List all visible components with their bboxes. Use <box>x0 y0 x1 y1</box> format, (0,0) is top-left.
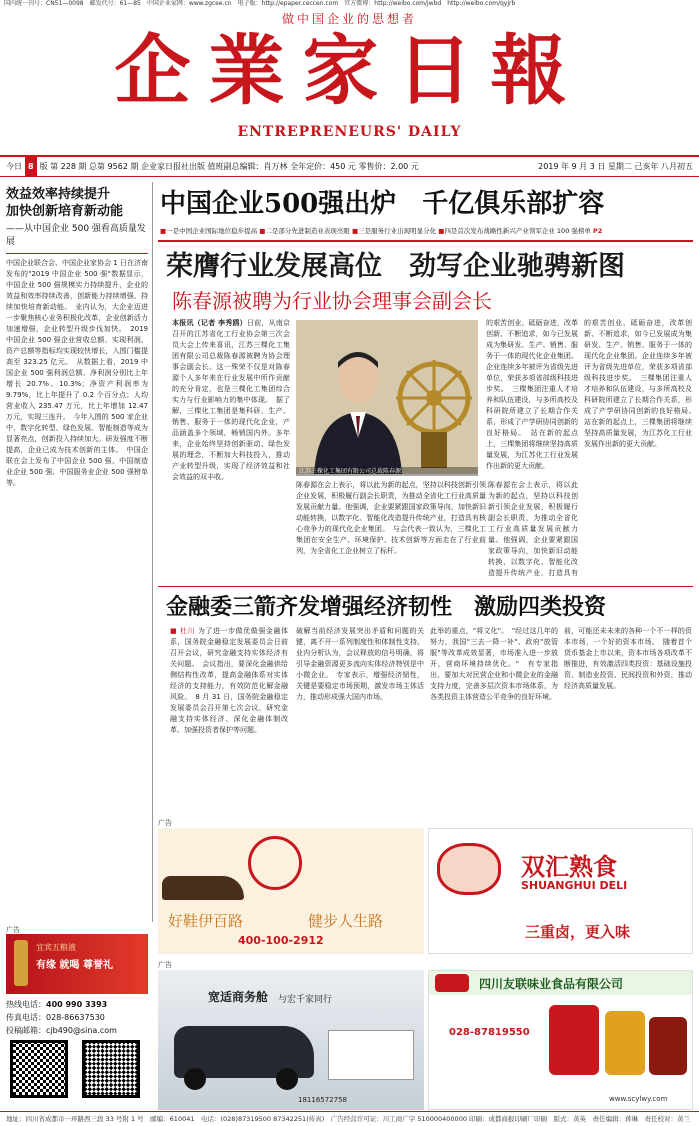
shoe-slogan: 健步人生路 <box>308 912 384 930</box>
left-article <box>6 186 148 928</box>
product-jar-icon <box>549 1005 599 1075</box>
masthead-title: 企業家日報 <box>114 26 585 115</box>
story1-title: 荣膺行业发展高位 劲写企业驰骋新图 <box>166 251 625 282</box>
hotline-number: 400 990 3393 <box>46 1000 108 1009</box>
wuliangye-ad[interactable] <box>6 934 148 994</box>
shuanghui-ad[interactable] <box>428 828 693 954</box>
email-address: cjb490@sina.com <box>46 1026 117 1035</box>
masthead-english-name: ENTREPRENEURS' DAILY <box>237 124 462 140</box>
story2-col1 <box>170 626 288 814</box>
story1-body: 日前，从南京召开的江苏省化工行业协会第三次会员大会上传来喜讯，江苏三棵化工集团有限公司总裁陈春源被聘为协会理事会副会长。这一殊荣不仅是对陈春源个人多年来在行业发展中所作贡献的充分肯定，也是三棵化工集团综合实力与行业影响力的集中体现。 据了解，三棵化工集团是集科研、生产、销售、服务于一体的现代化企业，产品涵盖多个领域，畅销国内外。多年来，企业始终坚持创新驱动、绿色发展的理念，不断加大科技投入，推动产业转型升级，实现了经济效益和社会效益的双丰收。 <box>172 319 290 481</box>
ad-label: 广告 <box>158 961 172 969</box>
email-label: 投稿邮箱： <box>6 1026 46 1035</box>
story1-col2b: 陈春源在会上表示，将以此为新的起点，坚持以科技创新引领企业发展，积极履行副会长职责，为推动全省化工行业高质量发展贡献力量。他强调，企业要紧跟国家政策导向，加快新旧动能转换，以数字化、智能化改造提升传统产业，打造具有 <box>488 481 578 577</box>
bullet-icon: ■ <box>259 227 266 235</box>
page-count-badge: 8 <box>25 157 37 176</box>
shoe-ad[interactable] <box>158 828 424 954</box>
contact-block <box>6 998 148 1037</box>
youlian-phone: 028-87819550 <box>449 1027 530 1038</box>
left-article-title-1: 效益效率持续提升 <box>6 187 111 202</box>
qr-code-icon <box>10 1040 68 1098</box>
bullet-item: 二是部分先进制造业表现亮眼 <box>265 227 350 235</box>
bullet-icon: ■ <box>438 227 445 235</box>
youlian-ad[interactable] <box>428 970 693 1110</box>
shuanghui-slogan: 三重卤，更入味 <box>525 923 631 941</box>
car-slogan-2: 与宏千家同行 <box>278 995 333 1005</box>
shuanghui-name: 双汇熟食 <box>521 853 617 881</box>
bullet-item: 四是首次发布战略性新兴产业领军企业 100 强榜单 <box>444 227 591 235</box>
story1-col3b: 的艰苦创业、砥砺奋进，改革创新、不断追求，如今已发展成为集研发、生产、销售、服务于一体的现代化企业集团。企业连续多年被评为省级先进单位，荣获多项省部级科技进步奖。 三棵集团注重人才培养和队伍建设，与多所高校及科研院所建立了长期合作关系，形成了产学研协同创新的良好格局。 站在新的起点上，三棵集团将继续坚持高质量发展，为江苏化工行业发展作出新的更大贡献。 <box>486 319 578 470</box>
story1-subtitle: 陈春源被聘为行业协会理事会副会长 <box>172 289 492 313</box>
building-icon <box>328 1030 414 1080</box>
ad-label: 广告 <box>158 819 172 827</box>
car-ad[interactable] <box>158 970 424 1110</box>
shoe-icon <box>162 876 244 900</box>
shuanghui-english: SHUANGHUI DELI <box>521 879 628 892</box>
column-divider <box>152 182 153 922</box>
story2-title: 金融委三箭齐发增强经济韧性 激励四类投资 <box>166 594 607 620</box>
issue-info-bar <box>0 155 699 177</box>
left-article-title-2: 加快创新培育新动能 <box>6 204 124 219</box>
page-ref: P2 <box>592 227 603 235</box>
bottle-icon <box>14 940 28 986</box>
bullet-item: 三是服务行业出现明显分化 <box>358 227 437 235</box>
bullet-item: 一是中国企业国际地位稳步提高 <box>166 227 258 235</box>
shoe-logo-icon <box>248 836 302 890</box>
story1-byline: 本报讯（记者 李秀鸥） <box>172 319 247 327</box>
shoe-brand: 好鞋伊百路 <box>168 912 244 930</box>
product-jar-icon <box>605 1011 645 1075</box>
wuliangye-slogan: 有缘 就喝 尊誉礼 <box>36 960 113 971</box>
shoe-hotline: 400-100-2912 <box>238 934 324 947</box>
wheel-icon <box>184 1068 206 1090</box>
portrait-illustration <box>296 320 478 474</box>
issue-details: 版 第 228 期 总第 9562 期 企业家日报社出版 值班副总编辑：肖万林 全年定价：450 元 零售价：2.00 元 <box>39 162 419 171</box>
youlian-logo-icon <box>435 974 469 992</box>
youlian-website: www.scylwy.com <box>609 1095 668 1103</box>
top-info-strip: 国内统一刊号：CN51—0098 邮发代号：61—85 中国企业家网：www.zgcee.cn 电子版：http://epaper.ceccen.com 官方微博：http://weibo.com/jwbd http://weibo.com/qyjrb <box>4 0 516 7</box>
bullet-icon: ■ <box>351 227 359 235</box>
issue-date: 2019 年 9 月 3 日 星期二 己亥年 八月初五 <box>538 162 693 171</box>
story2-col3: 此举的重点，"将文化"。 "经过这几年的努力，我国"三去一降一补"、政府"放管服"等改革成效显著，市场准入进一步放开，营商环境持续优化。" 有专家指出，要加大对民营企业和小微企业的金融支持力度，完善多层次资本市场体系，为各类投资主体营造公平竞争的良好环境。 <box>430 627 558 701</box>
today-label: 今日 <box>6 162 22 171</box>
story1-col1 <box>172 318 290 580</box>
bullet-icon: ■ <box>160 227 167 235</box>
issue-info-left <box>6 157 419 176</box>
photo-caption: 江苏三棵化工集团有限公司总裁陈春源 <box>296 467 478 476</box>
main-headline-bullets <box>160 226 699 236</box>
story2-byline: ■ 杜川 <box>170 627 196 635</box>
story2-col2: 破解当前经济发展突出矛盾和问题的关键，离不开一系列制度性和体制性支持。业内分析认为，会议释放的信号明确，将引导金融资源更多流向实体经济特别是中小微企业。 专家表示，增强经济韧性，关键是要稳定市场预期，激发市场主体活力，推动形成强大国内市场。 <box>296 627 424 701</box>
left-article-subtitle: ——从中国企业 500 强看高质量发展 <box>6 224 146 247</box>
story2-col4: 前，可能还未未来的各种一个不一样的资本市场，一个好的资本市场。 随着首个货币基金上市以来，资本市场各项改革不断推进，有效激活四类投资：基础设施投资、制造业投资、民间投资和外资，推动经济高质量发展。 <box>564 627 692 690</box>
car-phone: 18116572758 <box>298 1096 347 1104</box>
fax-label: 传真电话： <box>6 1013 46 1022</box>
divider <box>158 240 693 242</box>
car-slogan-1: 宽适商务舱 <box>208 990 269 1004</box>
hotline-label: 热线电话： <box>6 1000 46 1009</box>
divider <box>6 253 148 254</box>
fax-number: 028-86637530 <box>46 1013 105 1022</box>
story1-col3: 的艰苦创业、砥砺奋进，改革创新、不断追求，如今已发展成为集研发、生产、销售、服务于一体的现代化企业集团。企业连续多年被评为省级先进单位，荣获多项省部级科技进步奖。 三棵集团注重人才培养和队伍建设，与多所高校及科研院所建立了长期合作关系，形成了产学研协同创新的良好格局。 站在新的起点上，三棵集团将继续坚持高质量发展，为江苏化工行业发展作出新的更大贡献。 <box>584 319 692 448</box>
story2-body: 为了进一步做优做强金融体系，国务院金融稳定发展委员会日前召开会议，研究金融支持实体经济有关问题。 会议指出，要深化金融供给侧结构性改革，提高金融体系对实体经济的支持能力，有效防范化解金融风险。 8 月 31 日，国务院金融稳定发展委员会召开第七次会议，研究金融支持实体经济、深化金融体制改革、加强投资者保护等问题。 <box>170 627 288 734</box>
story1-col2: 陈春源在会上表示，将以此为新的起点，坚持以科技创新引领企业发展，积极履行副会长职责，为推动全省化工行业高质量发展贡献力量。他强调，企业要紧跟国家政策导向，加快新旧动能转换，以数字化、智能化改造提升传统产业，打造具有核心竞争力的现代化企业集团。 与会代表一致认为，三棵化工集团在安全生产、环境保护、技术创新等方面走在了行业前列，为全省化工企业树立了标杆。 <box>296 481 486 555</box>
wheel-icon <box>276 1068 298 1090</box>
youlian-name: 四川友联味业食品有限公司 <box>479 977 624 991</box>
pig-logo-icon <box>437 843 501 895</box>
portrait-photo <box>296 320 478 474</box>
left-article-body: 中国企业联合会、中国企业家协会 1 日在济南发布的"2019 中国企业 500 强"数据显示，中国企业 500 强规模实力持续提升，企业的效益和效率持续改善，创新能力持续增强，持续加快培育新动能。 业内认为，大企业迈进一步聚焦核心业务积极化改革，企业创新活力加速增强，企业转型升级步伐加快。 2019 中国企业 500 强企业营收总额、实现利润、资产总额等指标均实现较快增长，入围门槛提高至 323.25 亿元。 从数据上看，2019 中国企业 500 强利润总额、净利润分别比上年增长 20.7%、10.3%；净资产利润率为 9.79%，比上年提升了 0.2 个百分点；人均营业收入 235.47 万元，比上年增加 12.47 万元，实现三连升。 今年入围的 500 家企业中，数字化转型、绿色发展、智能制造等成为显著亮点，创新投入持续加大。研发强度不断提高，企业已成为技术创新的主体。 中国企联在会上发布了中国企业 500 强、中国制造业企业 500 强、中国服务业企业 500 强榜单等。 <box>6 259 148 487</box>
product-jar-icon <box>649 1017 687 1075</box>
divider <box>158 586 693 587</box>
qr-code-icon <box>82 1040 140 1098</box>
footer-info: 地址：四川省成都市一环路西三段 33 号附 1 号 邮编：610041 电话：(028)87319500 87342251(传真) 广告经营许可证：川工商广字 510000400000 印刷：成都商报印刷厂印刷 版式：黄英 责任编辑：蒋琳 责任校对：黄兰 <box>0 1111 699 1126</box>
wuliangye-brand: 宜宾五粮液 <box>36 943 76 952</box>
main-headline: 中国企业500强出炉 千亿俱乐部扩容 <box>160 189 605 219</box>
masthead-slogan: 做中国企业的思想者 <box>281 12 417 26</box>
ad-label: 广告 <box>6 926 20 934</box>
